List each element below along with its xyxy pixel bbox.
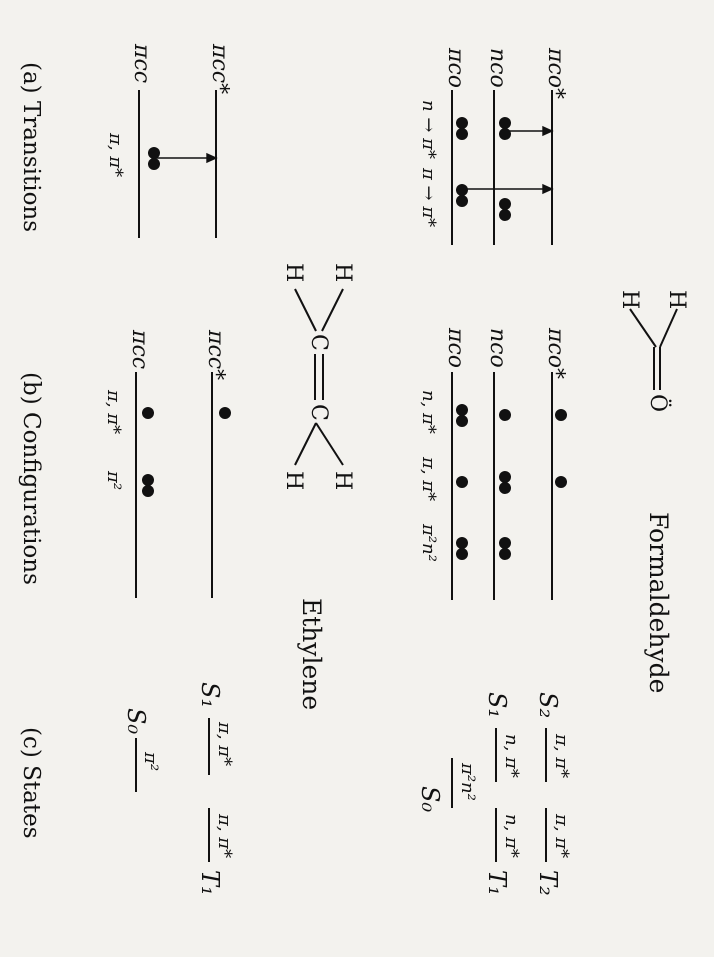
bond-eth-CH-1	[322, 289, 343, 331]
config-label-eth-pi2: π²	[103, 471, 124, 491]
electron	[555, 476, 567, 488]
atom-H: H	[330, 263, 355, 283]
ethylene-title: Ethylene	[297, 598, 326, 711]
atom-H: H	[281, 471, 306, 491]
orbital-label-pi-co: πco	[443, 328, 468, 369]
electron	[142, 407, 154, 419]
state-S1-config: n, π*	[501, 734, 522, 778]
orbital-label-pi-cc-star: πcc*	[207, 44, 232, 95]
state-eth-S1-config: π, π*	[214, 722, 235, 767]
bond-eth-CH-4	[295, 423, 316, 465]
state-S1: S₁	[483, 692, 511, 719]
transition-label-pi-pi-star: π → π*	[418, 168, 439, 228]
electron	[456, 404, 468, 416]
transition-label-eth: π, π*	[105, 133, 126, 178]
arrow-pi-pi-star-head	[543, 185, 552, 193]
electron	[555, 409, 567, 421]
electron	[499, 537, 511, 549]
electron	[219, 407, 231, 419]
electron	[142, 485, 154, 497]
electron	[499, 117, 511, 129]
electron	[499, 548, 511, 560]
atom-O: Ö	[645, 394, 670, 413]
electron	[499, 409, 511, 421]
state-T2-config: π, π*	[551, 814, 572, 859]
state-T1-config: n, π*	[501, 814, 522, 858]
electron	[456, 195, 468, 207]
bond-CH-1	[660, 309, 677, 347]
state-eth-S0: S₀	[122, 708, 150, 735]
formaldehyde-title: Formaldehyde	[644, 512, 673, 694]
orbital-label-pi-cc-star: πcc*	[203, 330, 228, 381]
atom-C: C	[306, 334, 331, 351]
config-label-pi-pi-star: π, π*	[418, 457, 439, 502]
electron	[456, 128, 468, 140]
electron	[456, 548, 468, 560]
electron	[456, 415, 468, 427]
electron	[456, 117, 468, 129]
electron	[456, 476, 468, 488]
state-T1: T₁	[483, 870, 511, 896]
orbital-label-n-co: nco	[485, 48, 510, 88]
electron	[456, 184, 468, 196]
config-label-n-pi-star: n, π*	[418, 390, 439, 434]
orbital-label-pi-cc: πcc	[127, 330, 152, 370]
orbital-label-pi-co: πco	[443, 48, 468, 89]
orbital-label-pi-co-star: πco*	[543, 328, 568, 380]
state-S0-config: π²n²	[457, 763, 478, 801]
config-label-pi2n2: π²n²	[418, 524, 439, 562]
atom-C: C	[306, 404, 331, 421]
electron	[456, 537, 468, 549]
atom-H: H	[617, 290, 642, 310]
electron	[499, 471, 511, 483]
caption-configurations: (b) Configurations	[18, 372, 44, 585]
electron	[499, 209, 511, 221]
bond-CH-2	[630, 309, 656, 347]
orbital-label-pi-co-star: πco*	[543, 48, 568, 100]
config-label-eth-pi-pi-star: π, π*	[103, 390, 124, 435]
state-eth-T1-config: π, π*	[214, 814, 235, 859]
electron	[142, 474, 154, 486]
atom-H: H	[664, 290, 689, 310]
electron	[499, 482, 511, 494]
electron	[148, 158, 160, 170]
atom-H: H	[281, 263, 306, 283]
atom-H: H	[330, 471, 355, 491]
state-S2: S₂	[534, 692, 562, 719]
state-S2-config: π, π*	[551, 734, 572, 779]
state-S0: S₀	[416, 786, 444, 813]
electron	[148, 147, 160, 159]
state-eth-S0-config: π²	[140, 752, 161, 772]
arrow-eth-pi-pi-star-head	[207, 154, 216, 162]
electron	[499, 198, 511, 210]
bond-eth-CH-2	[295, 289, 316, 331]
state-T2: T₂	[534, 870, 562, 896]
bond-eth-CH-3	[316, 423, 343, 465]
state-eth-S1: S₁	[196, 682, 224, 709]
caption-transitions: (a) Transitions	[18, 62, 44, 233]
state-eth-T1: T₁	[196, 870, 224, 896]
orbital-label-pi-cc: πcc	[129, 44, 154, 84]
orbital-label-n-co: nco	[485, 328, 510, 368]
electron	[499, 128, 511, 140]
arrow-n-pi-star-head	[543, 127, 552, 135]
transition-label-n-pi-star: n → π*	[418, 100, 439, 159]
caption-states: (c) States	[18, 727, 44, 839]
